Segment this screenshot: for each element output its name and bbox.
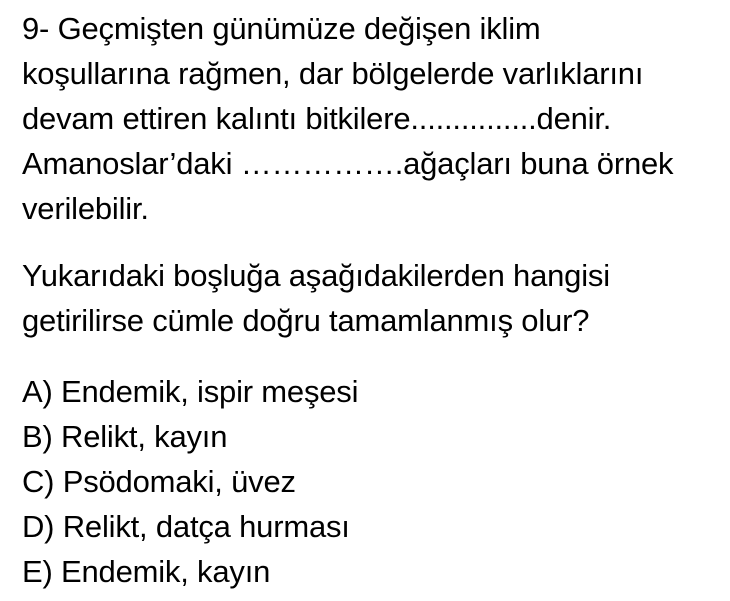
option-c[interactable]: C) Psödomaki, üvez bbox=[22, 464, 296, 499]
question-stem bbox=[22, 6, 722, 231]
option-a[interactable]: A) Endemik, ispir meşesi bbox=[22, 374, 359, 409]
question-line: verilebilir. bbox=[22, 191, 149, 226]
question-line: 9- Geçmişten günümüze değişen iklim bbox=[22, 11, 541, 46]
answer-options bbox=[22, 369, 722, 594]
option-d[interactable]: D) Relikt, datça hurması bbox=[22, 509, 350, 544]
prompt-line: Yukarıdaki boşluğa aşağıdakilerden hangisi bbox=[22, 258, 610, 293]
question-line: Amanoslar’daki …………….ağaçları buna örnek bbox=[22, 146, 674, 181]
question-prompt bbox=[22, 253, 722, 343]
option-b[interactable]: B) Relikt, kayın bbox=[22, 419, 228, 454]
question-line: koşullarına rağmen, dar bölgelerde varlıklarını bbox=[22, 56, 644, 91]
question-line: devam ettiren kalıntı bitkilere...............denir. bbox=[22, 101, 612, 136]
option-e[interactable]: E) Endemik, kayın bbox=[22, 554, 271, 589]
prompt-line: getirilirse cümle doğru tamamlanmış olur? bbox=[22, 303, 590, 338]
question-block bbox=[22, 6, 722, 594]
